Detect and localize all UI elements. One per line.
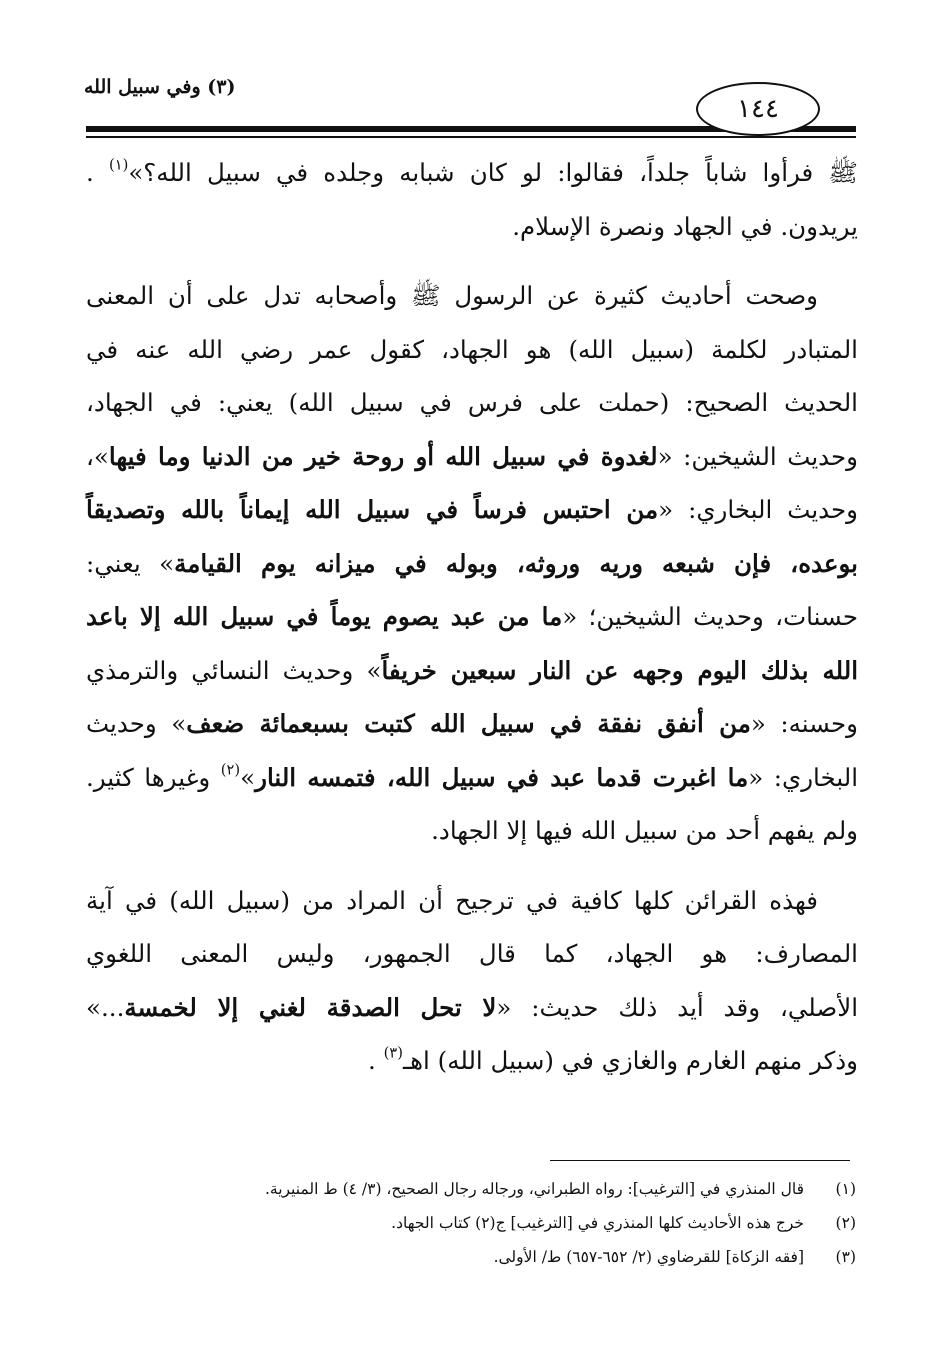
text-run: البخاري: « — [748, 762, 859, 792]
text-run: » — [240, 762, 256, 792]
text-line — [86, 430, 858, 484]
text-line — [86, 644, 858, 698]
text-run: وحديث الشيخين: « — [657, 441, 858, 471]
text-run: الأصلي، وقد أيد ذلك حديث: « — [496, 992, 858, 1022]
text-line — [86, 804, 858, 858]
text-run: وصحت أحاديث كثيرة عن الرسول ﷺ وأصحابه تدل على أن المعنى — [86, 281, 818, 310]
footnote — [150, 1240, 856, 1274]
paragraph-gap — [86, 253, 858, 269]
hadith-quote: الله بذلك اليوم وجهه عن النار سبعين خريفاً — [381, 655, 859, 685]
text-run: »، — [86, 441, 109, 471]
text-run: ﷺ فرأوا شاباً جلداً، فقالوا: لو كان شبابه وجلده في سبيل الله؟» — [128, 158, 858, 187]
footnote-ref: (٣) — [383, 1044, 403, 1062]
paragraph-gap — [86, 858, 858, 874]
text-line — [86, 269, 858, 323]
text-line — [86, 590, 858, 644]
footnote-separator — [550, 1160, 850, 1161]
hadith-quote: من احتبس فرساً في سبيل الله إيماناً بالله وتصديقاً — [86, 495, 659, 524]
text-line — [86, 323, 858, 377]
text-run: وحسنه: « — [750, 709, 858, 738]
hadith-quote: لغدوة في سبيل الله أو روحة خير من الدنيا وما فيها — [108, 441, 658, 471]
text-run: » يعني: — [86, 548, 175, 578]
text-run: » وحديث — [86, 709, 187, 738]
text-run: فهذه القرائن كلها كافية في ترجيح أن المراد من (سبيل الله) في آية — [86, 885, 818, 915]
text-run: المصارف: هو الجهاد، كما قال الجمهور، وليس المعنى اللغوي — [86, 939, 858, 968]
running-title: (٣) وفي سبيل الله — [84, 76, 236, 98]
text-line — [86, 927, 858, 981]
text-line — [86, 1034, 858, 1088]
footnote-number: (١) — [835, 1180, 856, 1198]
text-run: . — [86, 158, 94, 187]
footnote-text: خرج هذه الأحاديث كلها المنذري في [الترغيب] ج(٢) كتاب الجهاد. — [391, 1214, 804, 1232]
body-text — [86, 146, 858, 1088]
text-run: الحديث الصحيح: (حملت على فرس في سبيل الله) يعني: في الجهاد، — [86, 388, 858, 417]
text-run: ...» — [86, 992, 125, 1022]
footnote — [150, 1206, 856, 1240]
text-run: ولم يفهم أحد من سبيل الله فيها إلا الجهاد. — [431, 816, 858, 845]
footnote — [150, 1172, 856, 1206]
text-run: يريدون. في الجهاد ونصرة الإسلام. — [512, 211, 858, 241]
text-line — [86, 981, 858, 1035]
hadith-quote: من أنفق نفقة في سبيل الله كتبت بسبعمائة ضعف — [186, 709, 751, 738]
page-number: ١٤٤ — [696, 82, 820, 136]
text-line — [86, 874, 858, 928]
page-header — [84, 68, 854, 132]
footnote-ref: (٢) — [220, 760, 241, 778]
text-run: » وحديث النسائي والترمذي — [86, 655, 382, 685]
text-line — [86, 200, 858, 254]
text-run: . — [368, 1046, 376, 1075]
text-run: وذكر منهم الغارم والغازي في (سبيل الله) اهـ — [402, 1046, 858, 1075]
text-line — [86, 537, 858, 591]
text-line — [86, 146, 858, 200]
text-line — [86, 376, 858, 430]
text-run: وغيرها كثير. — [86, 762, 221, 792]
text-line — [86, 697, 858, 751]
text-line — [86, 483, 858, 537]
hadith-quote: ما من عبد يصوم يوماً في سبيل الله إلا باعد — [86, 602, 563, 631]
hadith-quote: لا تحل الصدقة لغني إلا لخمسة — [124, 992, 497, 1022]
text-run: وحديث البخاري: « — [658, 495, 858, 524]
footnotes — [150, 1172, 856, 1274]
footnote-text: [فقه الزكاة] للقرضاوي (٢/ ٦٥٢-٦٥٧) ط/ الأولى. — [493, 1248, 804, 1266]
footnote-ref: (١) — [108, 156, 129, 174]
hadith-quote: بوعده، فإن شبعه وريه وروثه، وبوله في ميزانه يوم القيامة — [174, 548, 858, 578]
footnote-text: قال المنذري في [الترغيب]: رواه الطبراني، ورجاله رجال الصحيح، (٣/ ٤) ط المنيرية. — [264, 1180, 804, 1198]
footnote-number: (٣) — [835, 1248, 856, 1266]
hadith-quote: ما اغبرت قدما عبد في سبيل الله، فتمسه النار — [255, 762, 749, 792]
text-run: المتبادر لكلمة (سبيل الله) هو الجهاد، كقول عمر رضي الله عنه في — [86, 334, 858, 364]
header-rule-thin — [86, 136, 856, 138]
text-line — [86, 751, 858, 805]
footnote-number: (٢) — [835, 1214, 856, 1232]
text-run: حسنات، وحديث الشيخين؛ « — [562, 602, 858, 631]
